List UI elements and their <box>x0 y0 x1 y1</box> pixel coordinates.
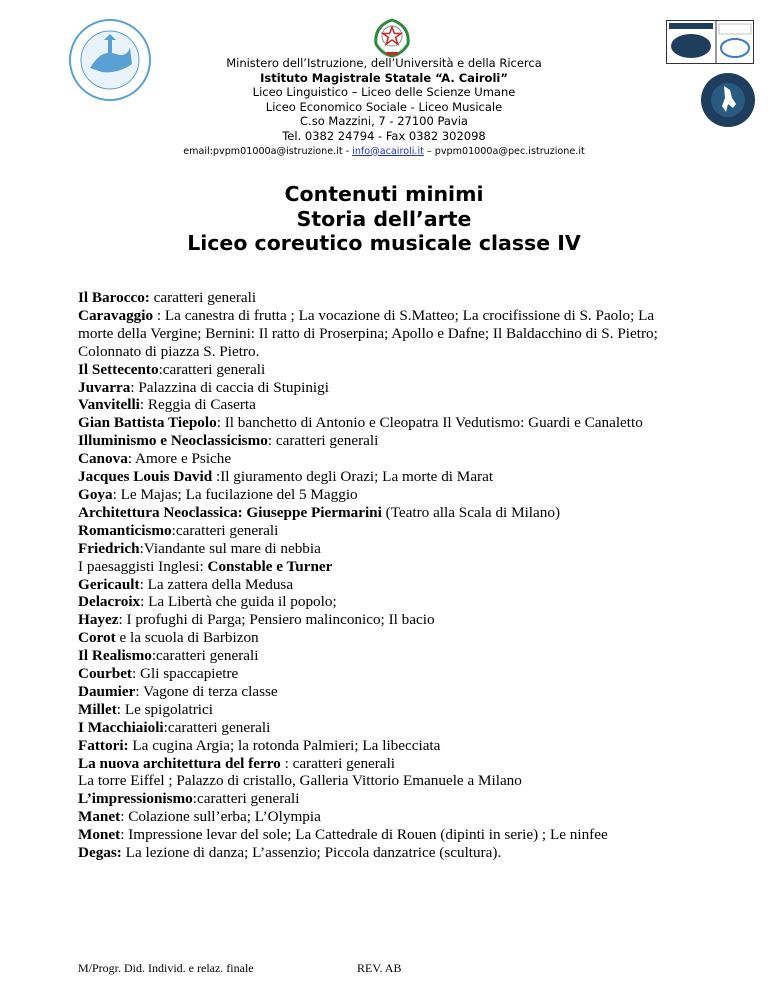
syllabus-item-heading: Caravaggio <box>78 306 154 324</box>
syllabus-item-text: :caratteri generali <box>163 718 271 736</box>
email-link[interactable]: info@acairoli.it <box>352 145 424 157</box>
syllabus-item-text: :Viandante sul mare di nebbia <box>139 539 321 557</box>
syllabus-item-text: e la scuola di Barbizon <box>115 629 259 647</box>
ministry-line: Ministero dell’Istruzione, dell’Università e della Ricerca <box>226 56 542 70</box>
syllabus-item <box>78 593 688 611</box>
syllabus-item-text: :Il giuramento degli Orazi; La morte di Marat <box>212 468 494 486</box>
title-line-1: Contenuti minimi <box>284 182 484 206</box>
syllabus-item-text: La torre Eiffel ; Palazzo di cristallo, Galleria Vittorio Emanuele a Milano <box>78 772 522 790</box>
phone-line: Tel. 0382 24794 - Fax 0382 302098 <box>282 128 486 143</box>
syllabus-item-heading: Hayez <box>78 611 119 629</box>
syllabus-item <box>78 737 688 755</box>
syllabus-item-heading: Monet <box>78 826 121 844</box>
syllabus-item <box>78 361 688 379</box>
syllabus-item <box>78 719 688 737</box>
syllabus-item <box>78 486 688 504</box>
syllabus-item-text: : La canestra di frutta ; La vocazione di S.Matteo; La crocifissione di S. Paolo; La morte della Vergine; Bernini: Il ratto di Proserpina; Apollo e Dafne; Il Baldacchino di S. Pietro; Colonnato di piazza S. Pietro. <box>78 306 658 360</box>
syllabus-item <box>78 647 688 665</box>
syllabus-item-heading: Manet <box>78 808 121 826</box>
syllabus-item-heading: Goya <box>78 485 113 503</box>
syllabus-item-heading-2: Constable e Turner <box>207 557 333 575</box>
syllabus-item-text: :caratteri generali <box>151 647 259 665</box>
syllabus-item-text: : Amore e Psiche <box>127 450 232 468</box>
syllabus-item-text: : Colazione sull’erba; L’Olympia <box>120 808 321 826</box>
address-line: C.so Mazzini, 7 - 27100 Pavia <box>300 114 468 129</box>
syllabus-item-heading: Gian Battista Tiepolo <box>78 414 217 432</box>
syllabus-item-text: (Teatro alla Scala di Milano) <box>381 503 561 521</box>
syllabus-item <box>78 522 688 540</box>
syllabus-item <box>78 450 688 468</box>
school-types-line-2: Liceo Economico Sociale - Liceo Musicale <box>265 99 503 114</box>
syllabus-item-text: : caratteri generali <box>280 754 396 772</box>
syllabus-item-heading: L’impressionismo <box>78 790 193 808</box>
school-types-line-1: Liceo Linguistico – Liceo delle Scienze Umane <box>252 85 516 100</box>
syllabus-item <box>78 683 688 701</box>
syllabus-item <box>78 808 688 826</box>
syllabus-item <box>78 396 688 414</box>
syllabus-item-heading: Corot <box>78 629 116 647</box>
syllabus-item <box>78 468 688 486</box>
syllabus-item-text: : caratteri generali <box>267 432 379 450</box>
syllabus-item-heading: Illuminismo e Neoclassicismo <box>78 432 268 450</box>
title-line-2: Storia dell’arte <box>296 206 472 231</box>
email-line <box>0 145 768 160</box>
syllabus-item-heading: I Macchiaioli <box>78 718 164 736</box>
syllabus-item <box>78 379 688 397</box>
institute-name: Istituto Magistrale Statale “A. Cairoli” <box>260 70 508 85</box>
syllabus-item-text: : Vagone di terza classe <box>135 682 278 700</box>
syllabus-item <box>78 755 688 773</box>
syllabus-content <box>78 289 688 862</box>
syllabus-item <box>78 540 688 558</box>
syllabus-item-text: : Gli spaccapietre <box>132 665 239 683</box>
syllabus-item <box>78 772 688 790</box>
syllabus-item-heading: La nuova architettura del ferro <box>78 754 281 772</box>
syllabus-item <box>78 611 688 629</box>
syllabus-item <box>78 576 688 594</box>
syllabus-item-heading: Jacques Louis David <box>78 468 213 486</box>
syllabus-item-heading: Degas: <box>78 844 122 862</box>
syllabus-item-text: : Il banchetto di Antonio e Cleopatra Il Vedutismo: Guardi e Canaletto <box>216 414 643 432</box>
email-suffix: – pvpm01000a@pec.istruzione.it <box>423 145 585 157</box>
syllabus-item-heading: Juvarra <box>78 378 131 396</box>
syllabus-item-text: :caratteri generali <box>192 790 300 808</box>
syllabus-item <box>78 629 688 647</box>
syllabus-item-heading: Il Barocco: <box>78 289 150 306</box>
email-prefix: email:pvpm01000a@istruzione.it - <box>183 145 353 157</box>
syllabus-item-heading: Fattori: <box>78 736 129 754</box>
syllabus-item-text: I paesaggisti Inglesi: <box>78 557 208 575</box>
syllabus-item-text: : Reggia di Caserta <box>139 396 256 414</box>
syllabus-item <box>78 844 688 862</box>
syllabus-item-text: : Le Majas; La fucilazione del 5 Maggio <box>112 485 358 503</box>
syllabus-item-heading: Gericault <box>78 575 140 593</box>
syllabus-item-heading: Vanvitelli <box>78 396 140 414</box>
syllabus-item <box>78 790 688 808</box>
syllabus-item <box>78 307 688 361</box>
syllabus-item-text: : Impressione levar del sole; La Cattedrale di Rouen (dipinti in serie) ; Le ninfee <box>120 826 608 844</box>
syllabus-item <box>78 504 688 522</box>
syllabus-item <box>78 826 688 844</box>
syllabus-item-text: : Le spigolatrici <box>116 700 213 718</box>
syllabus-item-heading: Il Settecento <box>78 360 159 378</box>
footer-document-code: M/Progr. Did. Individ. e relaz. finale <box>78 961 254 975</box>
document-title <box>0 182 768 256</box>
syllabus-item-text: :caratteri generali <box>171 521 279 539</box>
syllabus-item <box>78 432 688 450</box>
title-line-3: Liceo coreutico musicale classe IV <box>187 231 581 255</box>
syllabus-item <box>78 558 688 576</box>
syllabus-item-text: : Palazzina di caccia di Stupinigi <box>130 378 329 396</box>
syllabus-item-text: La lezione di danza; L’assenzio; Piccola danzatrice (scultura). <box>121 844 502 862</box>
syllabus-item-text: caratteri generali <box>149 289 257 306</box>
syllabus-item <box>78 665 688 683</box>
syllabus-item-text: : La zattera della Medusa <box>139 575 294 593</box>
footer-revision: REV. AB <box>357 961 402 975</box>
syllabus-item-heading: Il Realismo <box>78 647 152 665</box>
syllabus-item-text: La cugina Argia; la rotonda Palmieri; La libecciata <box>128 736 441 754</box>
syllabus-item-heading: Daumier <box>78 682 136 700</box>
letterhead <box>0 56 768 159</box>
syllabus-item-text: : La Libertà che guida il popolo; <box>140 593 337 611</box>
syllabus-item <box>78 289 688 307</box>
syllabus-item-heading: Courbet <box>78 665 132 683</box>
syllabus-item-text: :caratteri generali <box>158 360 266 378</box>
syllabus-item-heading: Friedrich <box>78 539 140 557</box>
syllabus-item-heading: Architettura Neoclassica: Giuseppe Piermarini <box>78 503 382 521</box>
syllabus-item <box>78 414 688 432</box>
syllabus-item-text: : I profughi di Parga; Pensiero malinconico; Il bacio <box>118 611 435 629</box>
syllabus-item-heading: Delacroix <box>78 593 141 611</box>
syllabus-item-heading: Romanticismo <box>78 521 172 539</box>
syllabus-item-heading: Millet <box>78 700 117 718</box>
syllabus-item <box>78 701 688 719</box>
italian-republic-emblem-icon <box>372 14 412 58</box>
syllabus-item-heading: Canova <box>78 450 128 468</box>
